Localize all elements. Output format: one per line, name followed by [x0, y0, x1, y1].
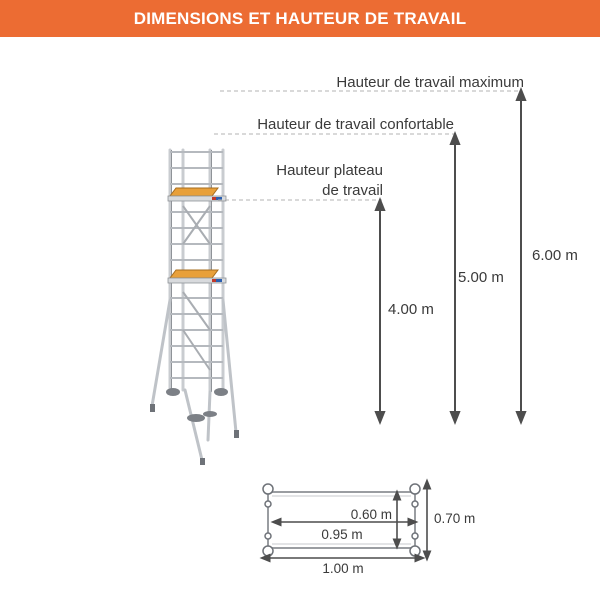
max-height-value: 6.00 m	[532, 247, 578, 264]
outer-width-label: 1.00 m	[322, 561, 364, 576]
inner-width-label: 0.60 m	[350, 507, 392, 522]
platform-height-label-line2: de travail	[322, 182, 383, 199]
comfortable-height-value: 5.00 m	[458, 269, 504, 286]
max-working-height-label: Hauteur de travail maximum	[336, 74, 524, 91]
mid-width-label: 0.95 m	[321, 527, 363, 542]
comfortable-working-height-label: Hauteur de travail confortable	[257, 116, 454, 133]
scaffold-tower-illustration	[150, 150, 239, 465]
platform-height-value: 4.00 m	[388, 301, 434, 318]
depth-label: 0.70 m	[434, 511, 476, 526]
page-title: DIMENSIONS ET HAUTEUR DE TRAVAIL	[133, 9, 467, 28]
platform-height-label-line1: Hauteur plateau	[276, 162, 383, 179]
